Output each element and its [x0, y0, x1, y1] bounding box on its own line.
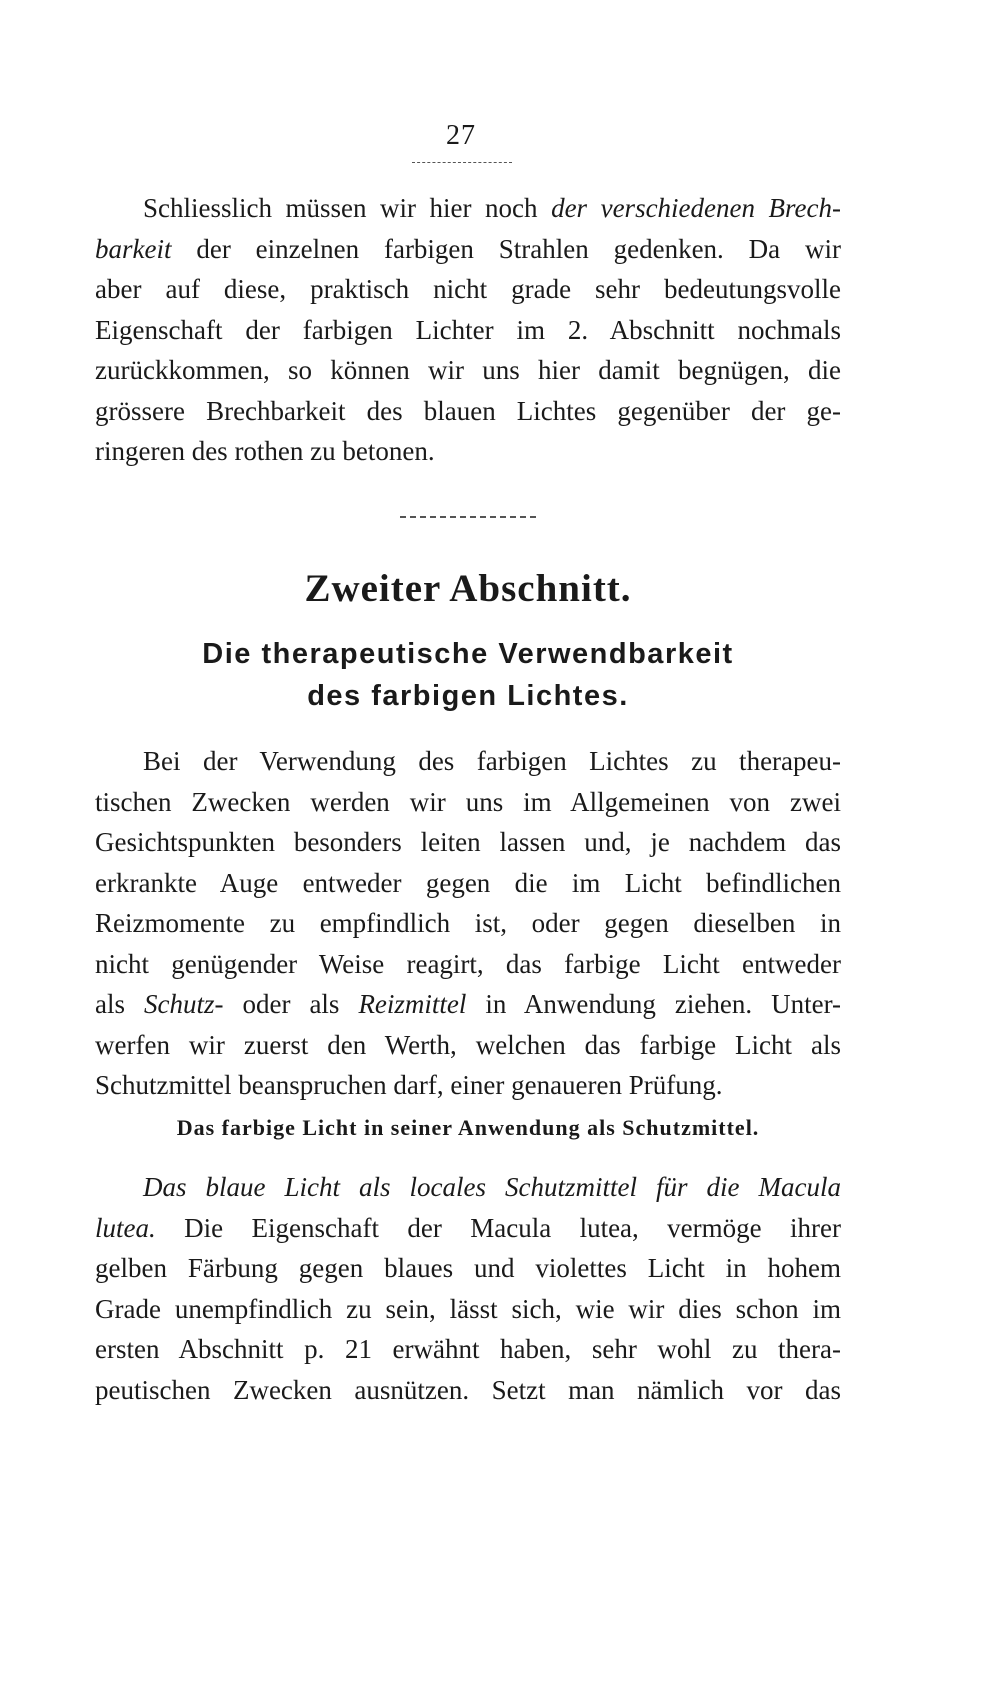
italic-text: Schutz-	[144, 989, 224, 1019]
text-line	[95, 391, 841, 432]
text-line	[95, 1329, 841, 1370]
section-subtitle-line-1: Die therapeutische Verwendbarkeit	[202, 638, 734, 670]
text-line	[95, 310, 841, 351]
text-line	[95, 431, 841, 472]
text-line	[95, 1208, 841, 1249]
text-run: Gesichtspunkten besonders leiten lassen und, je nachdem das	[95, 827, 841, 857]
text-line	[95, 269, 841, 310]
section-subtitle	[0, 633, 936, 717]
text-run: werfen wir zuerst den Werth, welchen das farbige Licht als	[95, 1029, 841, 1060]
italic-text: der verschiedenen Brech-	[551, 193, 841, 223]
text-line	[95, 1025, 841, 1066]
page-number: 27	[446, 120, 476, 151]
text-run: Die Eigenschaft der Macula lutea, vermöge ihrer	[155, 1212, 841, 1243]
text-line	[95, 1289, 841, 1330]
text-line	[95, 188, 841, 229]
text-run: Eigenschaft der farbigen Lichter im 2. Abschnitt nochmals	[95, 314, 841, 345]
text-run: der einzelnen farbigen Strahlen gedenken. Da wir	[171, 233, 841, 264]
text-line	[95, 350, 841, 391]
section-subtitle-line-2: des farbigen Lichtes.	[307, 680, 629, 712]
text-run: gelben Färbung gegen blaues und violettes Licht in hohem	[95, 1253, 841, 1283]
header-rule	[412, 162, 512, 163]
text-run: erkrankte Auge entweder gegen die im Licht befindlichen	[95, 867, 841, 898]
italic-text: lutea.	[95, 1212, 156, 1243]
paragraph-brechbarkeit	[95, 188, 841, 472]
section-divider	[400, 516, 536, 518]
text-run: ersten Abschnitt p. 21 erwähnt haben, sehr wohl zu thera-	[95, 1334, 841, 1364]
text-line	[95, 863, 841, 904]
text-line	[95, 822, 841, 863]
text-line	[95, 1248, 841, 1289]
text-run: grössere Brechbarkeit des blauen Lichtes gegenüber der ge-	[95, 395, 841, 426]
text-line	[95, 944, 841, 985]
text-run: aber auf diese, praktisch nicht grade sehr bedeutungsvolle	[95, 274, 841, 304]
text-run: nicht genügender Weise reagirt, das farbige Licht entweder	[95, 948, 841, 979]
text-line	[95, 1167, 841, 1208]
text-run: oder als	[223, 989, 359, 1019]
text-run: ringeren des rothen zu betonen.	[95, 436, 435, 466]
text-run: Schliesslich müssen wir hier noch	[143, 193, 552, 223]
text-run: tischen Zwecken werden wir uns im Allgemeinen von zwei	[95, 786, 841, 817]
text-run: Grade unempfindlich zu sein, lässt sich, wie wir dies schon im	[95, 1293, 841, 1324]
text-run: Reizmomente zu empfindlich ist, oder gegen dieselben in	[95, 908, 841, 938]
text-run: zurückkommen, so können wir uns hier damit begnügen, die	[95, 355, 841, 385]
text-line	[95, 1065, 841, 1106]
section-title: Zweiter Abschnitt.	[304, 567, 632, 610]
text-line	[95, 1370, 841, 1411]
text-line	[95, 903, 841, 944]
text-run: peutischen Zwecken ausnützen. Setzt man nämlich vor das	[95, 1374, 841, 1405]
subheading-schutzmittel: Das farbige Licht in seiner Anwendung als Schutzmittel.	[176, 1115, 760, 1140]
text-run: als	[95, 989, 144, 1019]
text-run: Bei der Verwendung des farbigen Lichtes zu therapeu-	[143, 746, 841, 776]
italic-text: Reizmittel	[358, 989, 467, 1019]
italic-text: barkeit	[95, 233, 172, 264]
text-run: in Anwendung ziehen. Unter-	[466, 989, 842, 1019]
text-line	[95, 782, 841, 823]
text-line	[95, 741, 841, 782]
italic-text: Das blaue Licht als locales Schutzmittel für die Macula	[143, 1172, 841, 1202]
text-run: Schutzmittel beanspruchen darf, einer genaueren Prüfung.	[95, 1070, 723, 1100]
text-line	[95, 984, 841, 1025]
paragraph-blaues-licht	[95, 1167, 841, 1410]
text-line	[95, 229, 841, 270]
paragraph-verwendung	[95, 741, 841, 1106]
